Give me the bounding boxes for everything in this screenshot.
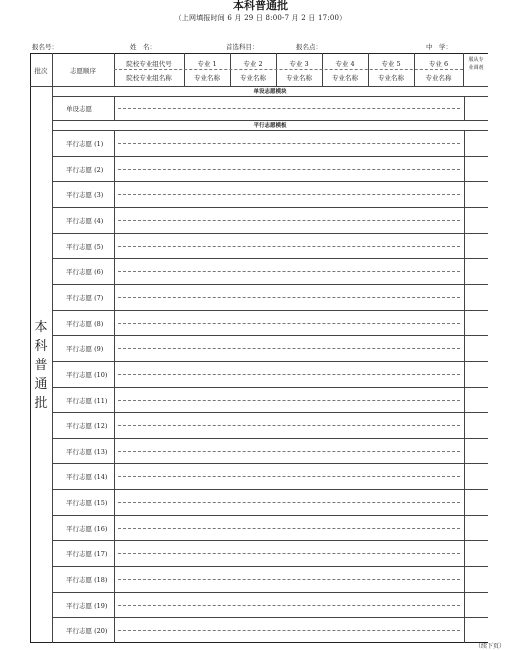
parallel-row-label-17: 平行志愿 (17): [66, 550, 108, 559]
parallel-section-title: 平行志愿模板: [253, 123, 287, 129]
parallel-row-label-3: 平行志愿 (3): [66, 191, 104, 200]
parallel-row-separator: [52, 540, 488, 541]
parallel-row-fill-line: [118, 502, 460, 503]
parallel-row-fill-line: [118, 194, 460, 195]
batch-char-5: 批: [34, 396, 48, 411]
single-section-line: [52, 96, 488, 97]
parallel-row-fill-line: [118, 297, 460, 298]
parallel-row-separator: [52, 515, 488, 516]
parallel-row-fill-line: [118, 476, 460, 477]
parallel-row-label-9: 平行志愿 (9): [66, 345, 104, 354]
batch-divider: [52, 53, 53, 643]
parallel-row-separator: [52, 207, 488, 208]
reg-no-label: 报名号：: [32, 43, 58, 51]
header-major-5: 专业 5: [381, 60, 401, 68]
parallel-row-separator: [52, 489, 488, 490]
parallel-row-label-5: 平行志愿 (5): [66, 242, 104, 251]
parallel-row-fill-line: [118, 348, 460, 349]
parallel-row-fill-line: [118, 271, 460, 272]
parallel-row-label-19: 平行志愿 (19): [66, 601, 108, 610]
parallel-row-separator: [52, 412, 488, 413]
parallel-row-separator: [52, 335, 488, 336]
parallel-row-label-2: 平行志愿 (2): [66, 165, 104, 174]
parallel-row-separator: [52, 310, 488, 311]
parallel-row-fill-line: [118, 323, 460, 324]
parallel-row-label-1: 平行志愿 (1): [66, 140, 104, 148]
name-label: 姓 名：: [130, 43, 156, 51]
single-section-title: 单设志愿模块: [253, 89, 287, 95]
page-title: 本科普通批: [233, 0, 288, 12]
single-row-obey-divider: [464, 96, 465, 120]
applicant-info-bar: [0, 42, 521, 52]
header-major-4: 专业 4: [335, 60, 355, 68]
header-group-name: 院校专业组名称: [126, 74, 172, 82]
header-major-2: 专业 2: [243, 60, 263, 68]
header-group-code: 院校专业组代号: [126, 60, 172, 68]
parallel-row-separator: [52, 156, 488, 157]
parallel-row-separator: [52, 233, 488, 234]
header-major-name-3: 专业名称: [286, 74, 312, 82]
parallel-row-label-8: 平行志愿 (8): [66, 319, 104, 328]
school-label: 中 学：: [426, 43, 452, 51]
header-major-name-2: 专业名称: [240, 74, 266, 82]
parallel-row-fill-line: [118, 451, 460, 452]
continued-note: （续下页）: [474, 643, 505, 650]
header-obey-adjust: 服从专业调剂: [468, 57, 484, 71]
parallel-row-fill-line: [118, 425, 460, 426]
header-major-name-1: 专业名称: [194, 74, 220, 82]
parallel-row-fill-line: [118, 374, 460, 375]
header-major-name-4: 专业名称: [332, 74, 358, 82]
batch-char-1: 本: [34, 320, 48, 335]
page-subtitle: （上网填报时间 6 月 29 日 8:00-7 月 2 日 17:00）: [174, 14, 347, 22]
parallel-row-label-18: 平行志愿 (18): [66, 576, 108, 585]
parallel-row-label-20: 平行志愿 (20): [66, 627, 108, 636]
parallel-row-label-11: 平行志愿 (11): [66, 396, 108, 405]
parallel-row-label-16: 平行志愿 (16): [66, 524, 108, 533]
parallel-row-separator: [52, 387, 488, 388]
parallel-row-separator: [52, 361, 488, 362]
header-major-name-5: 专业名称: [378, 74, 404, 82]
header-batch: 批次: [34, 67, 48, 75]
parallel-row-fill-line: [118, 579, 460, 580]
single-row-label: 单设志愿: [66, 105, 92, 113]
parallel-row-separator: [52, 438, 488, 439]
single-row-fill-line: [118, 108, 460, 109]
parallel-row-label-4: 平行志愿 (4): [66, 216, 104, 225]
parallel-row-fill-line: [118, 169, 460, 170]
parallel-row-separator: [52, 617, 488, 618]
parallel-row-separator: [52, 284, 488, 285]
parallel-row-label-7: 平行志愿 (7): [66, 293, 104, 302]
parallel-row-fill-line: [118, 143, 460, 144]
parallel-row-separator: [52, 566, 488, 567]
parallel-row-label-10: 平行志愿 (10): [66, 370, 108, 379]
header-major-3: 专业 3: [289, 60, 309, 68]
header-major-name-6: 专业名称: [425, 74, 452, 82]
parallel-row-fill-line: [118, 553, 460, 554]
parallel-row-separator: [52, 463, 488, 464]
parallel-row-fill-line: [118, 400, 460, 401]
header-mid-dashed: [114, 69, 463, 70]
parallel-row-label-12: 平行志愿 (12): [66, 422, 108, 431]
parallel-row-fill-line: [118, 605, 460, 606]
parallel-row-label-13: 平行志愿 (13): [66, 447, 108, 456]
parallel-section-line: [52, 130, 488, 131]
subjects-label: 首选科目：: [226, 43, 259, 51]
parallel-row-separator: [52, 181, 488, 182]
parallel-row-fill-line: [118, 220, 460, 221]
parallel-row-fill-line: [118, 630, 460, 631]
parallel-row-fill-line: [118, 246, 460, 247]
batch-char-3: 普: [34, 358, 48, 373]
site-label: 报名点：: [296, 43, 322, 51]
batch-label-vertical: [30, 318, 52, 413]
parallel-row-separator: [52, 592, 488, 593]
parallel-row-label-6: 平行志愿 (6): [66, 268, 104, 277]
parallel-row-fill-line: [118, 528, 460, 529]
header-major-6: 专业 6: [428, 60, 449, 68]
header-order: 志愿顺序: [70, 67, 96, 75]
header-major-1: 专业 1: [197, 60, 217, 68]
batch-char-4: 通: [34, 377, 48, 392]
parallel-row-label-15: 平行志愿 (15): [66, 499, 108, 508]
parallel-row-separator: [52, 258, 488, 259]
single-row-divider: [114, 96, 115, 120]
batch-char-2: 科: [34, 339, 48, 354]
parallel-row-label-14: 平行志愿 (14): [66, 473, 108, 482]
